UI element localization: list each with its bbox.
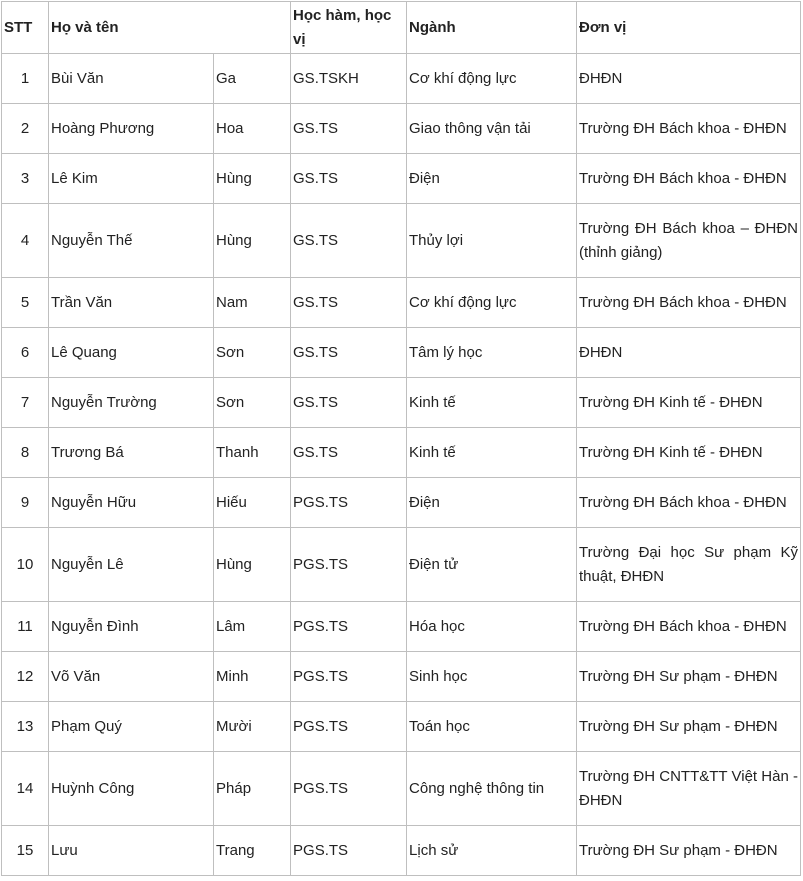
surname-cell: Võ Văn: [49, 652, 214, 702]
stt-cell: 11: [2, 602, 49, 652]
unit-cell: ĐHĐN: [577, 328, 801, 378]
given-name-cell: Lâm: [214, 602, 291, 652]
academic-title-cell: PGS.TS: [291, 702, 407, 752]
surname-cell: Nguyễn Đình: [49, 602, 214, 652]
given-name-cell: Hùng: [214, 154, 291, 204]
surname-cell: Nguyễn Hữu: [49, 478, 214, 528]
unit-cell: Trường ĐH Bách khoa - ĐHĐN: [577, 154, 801, 204]
unit-cell: Trường ĐH Bách khoa - ĐHĐN: [577, 602, 801, 652]
surname-cell: Bùi Văn: [49, 54, 214, 104]
academic-title-cell: GS.TS: [291, 278, 407, 328]
surname-cell: Phạm Quý: [49, 702, 214, 752]
academic-title-cell: PGS.TS: [291, 652, 407, 702]
field-cell: Kinh tế: [407, 378, 577, 428]
table-row: [2, 826, 801, 876]
field-cell: Sinh học: [407, 652, 577, 702]
stt-cell: 3: [2, 154, 49, 204]
stt-cell: 5: [2, 278, 49, 328]
stt-cell: 2: [2, 104, 49, 154]
academic-title-cell: PGS.TS: [291, 528, 407, 602]
surname-cell: Nguyễn Trường: [49, 378, 214, 428]
field-cell: Giao thông vận tải: [407, 104, 577, 154]
field-cell: Cơ khí động lực: [407, 54, 577, 104]
header-field: Ngành: [407, 2, 577, 54]
academic-title-cell: GS.TS: [291, 154, 407, 204]
surname-cell: Lê Quang: [49, 328, 214, 378]
academic-title-cell: GS.TS: [291, 378, 407, 428]
given-name-cell: Minh: [214, 652, 291, 702]
stt-cell: 13: [2, 702, 49, 752]
table-row: [2, 428, 801, 478]
academic-title-cell: GS.TS: [291, 328, 407, 378]
surname-cell: Nguyễn Thế: [49, 204, 214, 278]
given-name-cell: Pháp: [214, 752, 291, 826]
field-cell: Tâm lý học: [407, 328, 577, 378]
table-header-row: [2, 2, 801, 54]
field-cell: Điện: [407, 154, 577, 204]
table-row: [2, 204, 801, 278]
table-row: [2, 528, 801, 602]
given-name-cell: Thanh: [214, 428, 291, 478]
table-row: [2, 54, 801, 104]
given-name-cell: Sơn: [214, 328, 291, 378]
field-cell: Toán học: [407, 702, 577, 752]
surname-cell: Trương Bá: [49, 428, 214, 478]
stt-cell: 7: [2, 378, 49, 428]
unit-cell: Trường ĐH Sư phạm - ĐHĐN: [577, 652, 801, 702]
given-name-cell: Trang: [214, 826, 291, 876]
professors-table: [1, 1, 801, 876]
table-row: [2, 154, 801, 204]
stt-cell: 12: [2, 652, 49, 702]
unit-cell: Trường ĐH Kinh tế - ĐHĐN: [577, 378, 801, 428]
academic-title-cell: PGS.TS: [291, 602, 407, 652]
given-name-cell: Hiếu: [214, 478, 291, 528]
stt-cell: 1: [2, 54, 49, 104]
field-cell: Cơ khí động lực: [407, 278, 577, 328]
table-row: [2, 752, 801, 826]
unit-cell: Trường ĐH Sư phạm - ĐHĐN: [577, 826, 801, 876]
given-name-cell: Ga: [214, 54, 291, 104]
surname-cell: Huỳnh Công: [49, 752, 214, 826]
given-name-cell: Nam: [214, 278, 291, 328]
header-unit: Đơn vị: [577, 2, 801, 54]
stt-cell: 4: [2, 204, 49, 278]
unit-cell: Trường ĐH Kinh tế - ĐHĐN: [577, 428, 801, 478]
unit-cell: Trường ĐH Bách khoa – ĐHĐN (thỉnh giảng): [577, 204, 801, 278]
stt-cell: 15: [2, 826, 49, 876]
academic-title-cell: GS.TSKH: [291, 54, 407, 104]
table-row: [2, 104, 801, 154]
unit-cell: Trường ĐH CNTT&TT Việt Hàn - ĐHĐN: [577, 752, 801, 826]
academic-title-cell: GS.TS: [291, 104, 407, 154]
unit-cell: Trường Đại học Sư phạm Kỹ thuật, ĐHĐN: [577, 528, 801, 602]
field-cell: Lịch sử: [407, 826, 577, 876]
unit-cell: ĐHĐN: [577, 54, 801, 104]
academic-title-cell: PGS.TS: [291, 752, 407, 826]
academic-title-cell: GS.TS: [291, 428, 407, 478]
given-name-cell: Hoa: [214, 104, 291, 154]
field-cell: Hóa học: [407, 602, 577, 652]
stt-cell: 14: [2, 752, 49, 826]
unit-cell: Trường ĐH Bách khoa - ĐHĐN: [577, 104, 801, 154]
given-name-cell: Sơn: [214, 378, 291, 428]
surname-cell: Lưu: [49, 826, 214, 876]
given-name-cell: Hùng: [214, 204, 291, 278]
header-name: Họ và tên: [49, 2, 291, 54]
given-name-cell: Mười: [214, 702, 291, 752]
stt-cell: 8: [2, 428, 49, 478]
stt-cell: 6: [2, 328, 49, 378]
table-row: [2, 378, 801, 428]
unit-cell: Trường ĐH Sư phạm - ĐHĐN: [577, 702, 801, 752]
unit-cell: Trường ĐH Bách khoa - ĐHĐN: [577, 278, 801, 328]
stt-cell: 10: [2, 528, 49, 602]
table-row: [2, 328, 801, 378]
academic-title-cell: PGS.TS: [291, 826, 407, 876]
surname-cell: Trần Văn: [49, 278, 214, 328]
surname-cell: Lê Kim: [49, 154, 214, 204]
surname-cell: Hoàng Phương: [49, 104, 214, 154]
table-row: [2, 652, 801, 702]
table-row: [2, 702, 801, 752]
unit-cell: Trường ĐH Bách khoa - ĐHĐN: [577, 478, 801, 528]
header-stt: STT: [2, 2, 49, 54]
academic-title-cell: GS.TS: [291, 204, 407, 278]
table-row: [2, 602, 801, 652]
field-cell: Công nghệ thông tin: [407, 752, 577, 826]
field-cell: Điện tử: [407, 528, 577, 602]
given-name-cell: Hùng: [214, 528, 291, 602]
table-row: [2, 278, 801, 328]
table-row: [2, 478, 801, 528]
academic-title-cell: PGS.TS: [291, 478, 407, 528]
header-title: Học hàm, học vị: [291, 2, 407, 54]
field-cell: Thủy lợi: [407, 204, 577, 278]
field-cell: Kinh tế: [407, 428, 577, 478]
surname-cell: Nguyễn Lê: [49, 528, 214, 602]
table-body: [2, 54, 801, 876]
field-cell: Điện: [407, 478, 577, 528]
stt-cell: 9: [2, 478, 49, 528]
